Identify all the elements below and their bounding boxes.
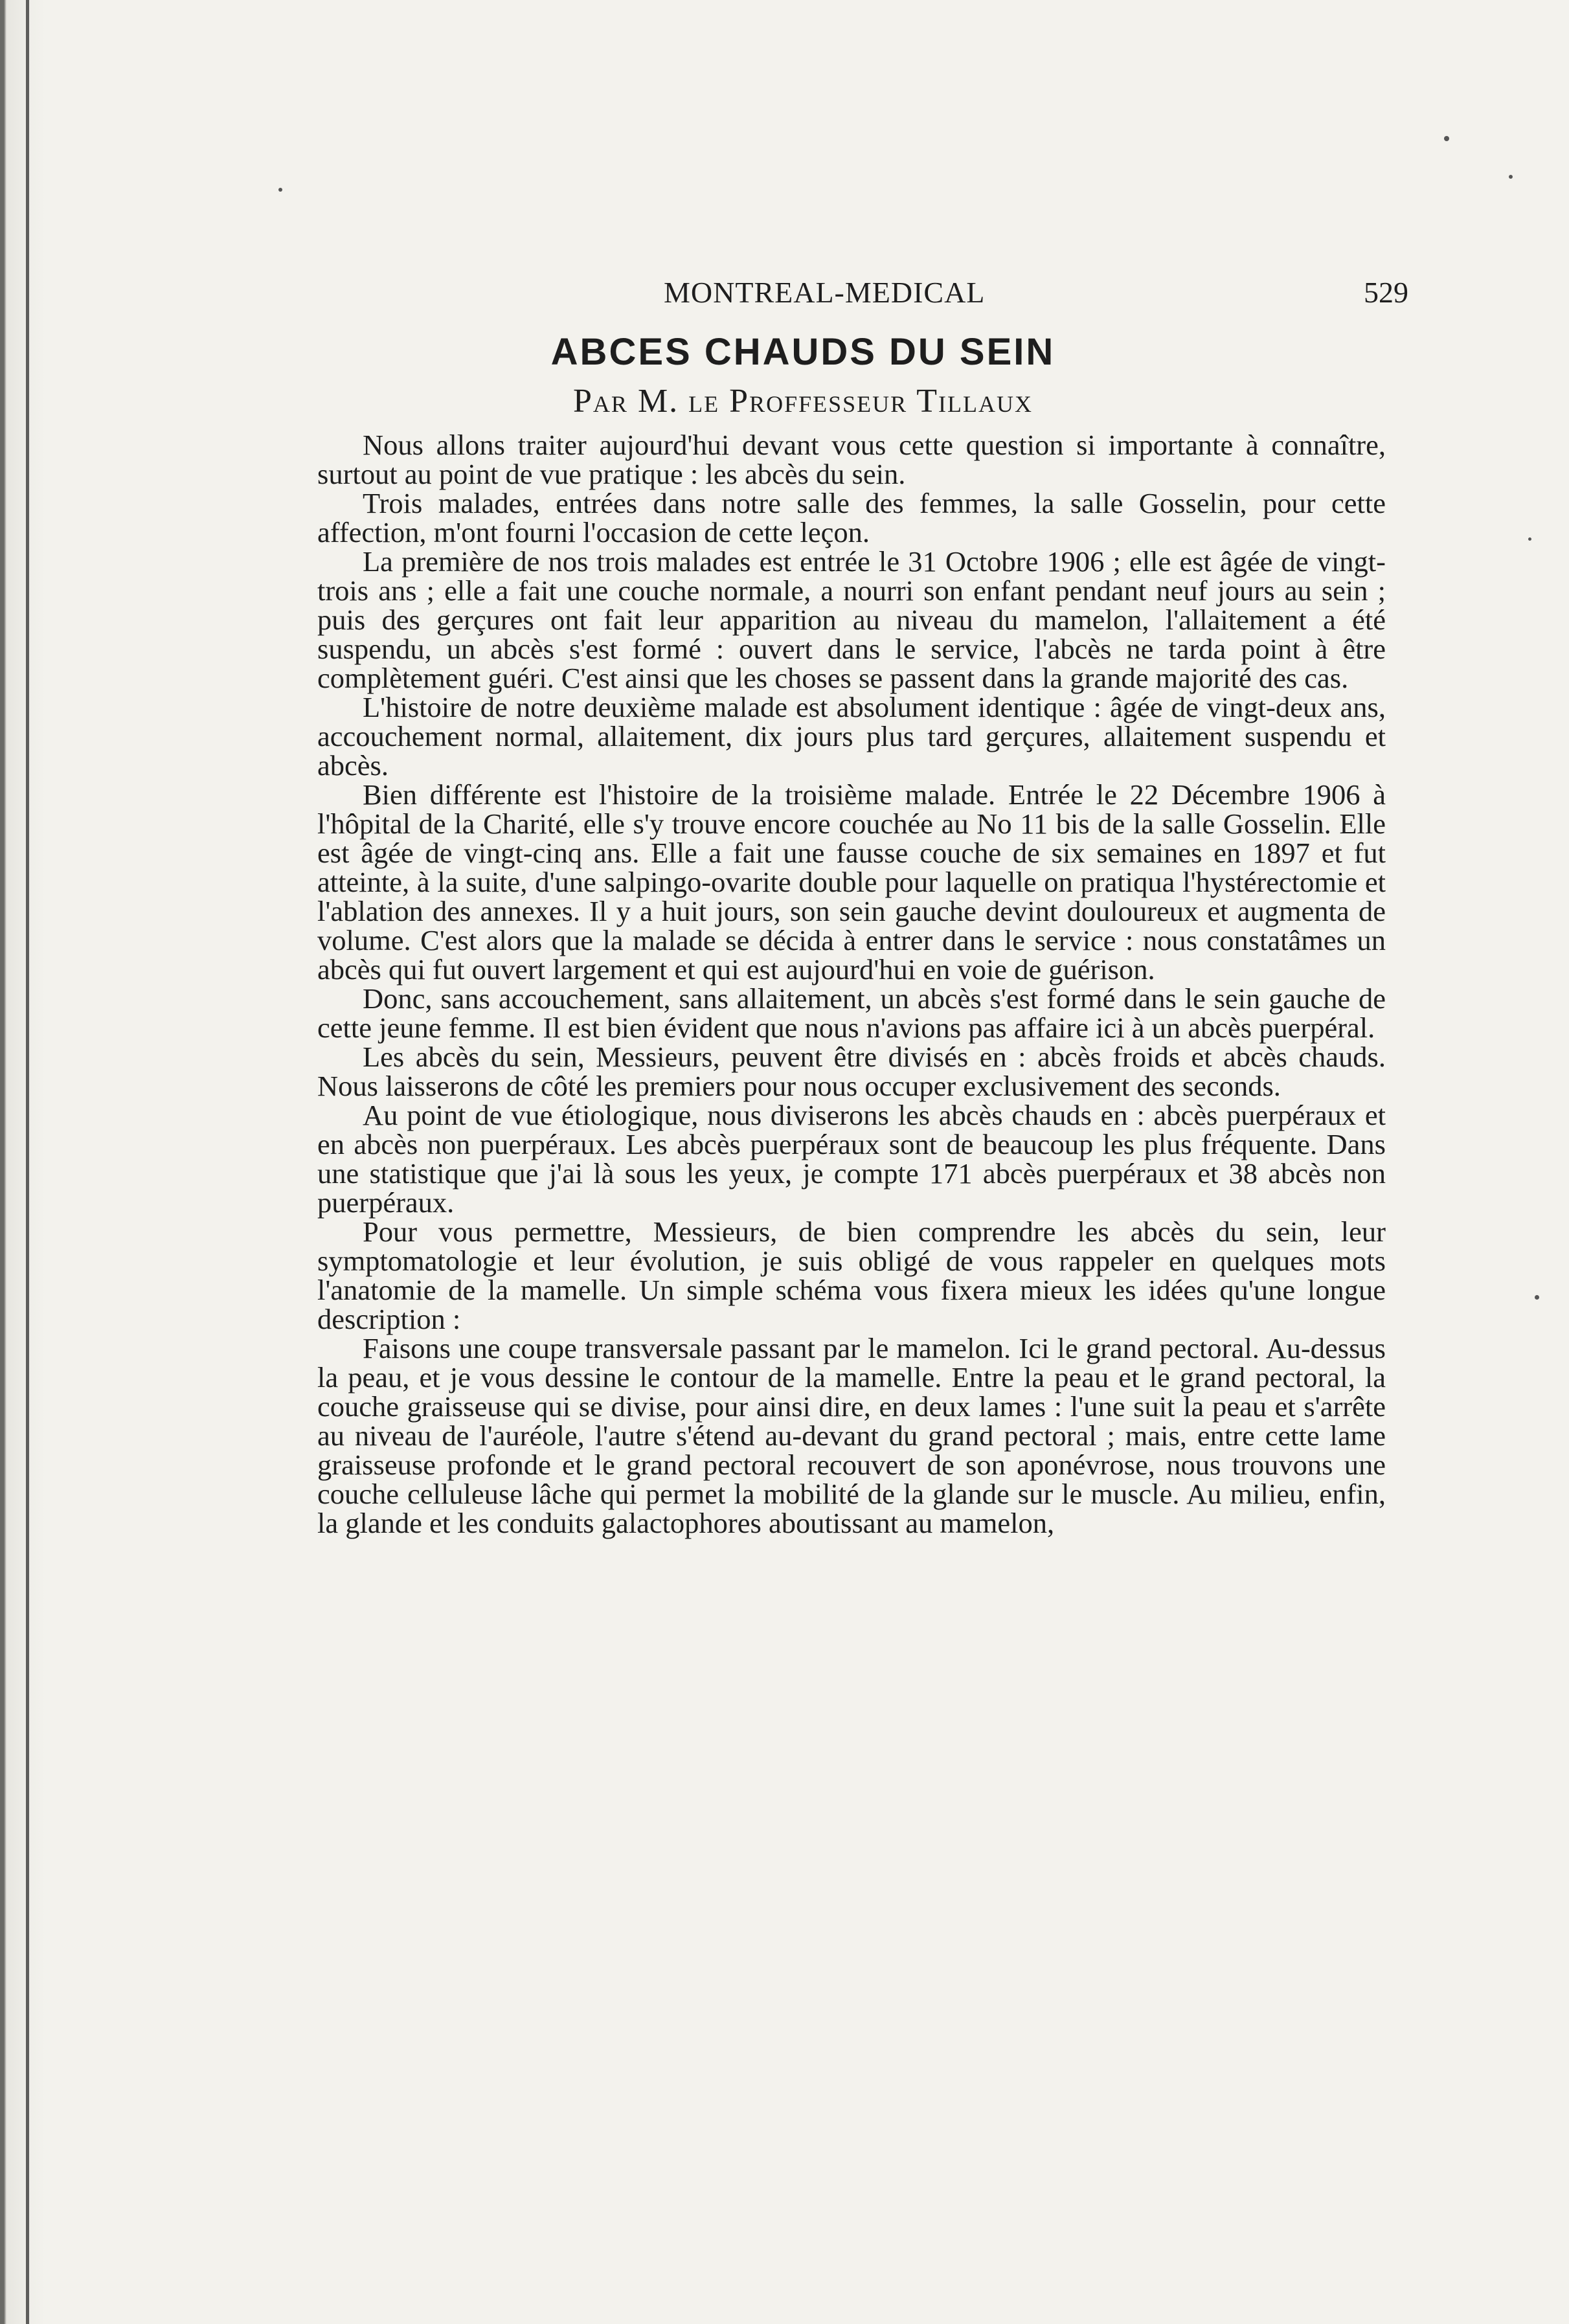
scan-speck [1535,1295,1539,1300]
paragraph: Nous allons traiter aujourd'hui devant vous cette question si importante à connaître, surtout au point de vue pratique : les abcès du sein. [317,429,1386,490]
paragraph: Au point de vue étiologique, nous diviserons les abcès chauds en : abcès puerpéraux et en abcès non puerpéraux. Les abcès puerpéraux sont de beaucoup les plus fréquente. Dans une statistique que j'ai là sous les yeux, je compte 171 abcès puerpéraux et 38 abcès non puerpéraux. [317,1099,1386,1219]
scan-speck [1528,537,1531,541]
article-body [317,431,1386,1538]
paragraph: Faisons une coupe transversale passant par le mamelon. Ici le grand pectoral. Au-dessus la peau, et je vous dessine le contour de la mamelle. Entre la peau et le grand pectoral, la couche graisseuse qui se divise, pour ainsi dire, en deux lames : l'une suit la peau et s'arrête au niveau de l'auréole, l'autre s'étend au-devant du grand pectoral ; mais, entre cette lame graisseuse profonde et le grand pectoral recouvert de son aponévrose, nous trouvons une couche celluleuse lâche qui permet la mobilité de la glande sur le muscle. Au milieu, enfin, la glande et les conduits galactophores aboutissant au mamelon, [317,1332,1386,1539]
paragraph: L'histoire de notre deuxième malade est absolument identique : âgée de vingt-deux ans, accouchement normal, allaitement, dix jours plus tard gerçures, allaitement suspendu et abcès. [317,691,1386,782]
page-header [664,275,1408,314]
paragraph: Bien différente est l'histoire de la troisième malade. Entrée le 22 Décembre 1906 à l'hôpital de la Charité, elle s'y trouve encore couchée au No 11 bis de la salle Gosselin. Elle est âgée de vingt-cinq ans. Elle a fait une fausse couche de six semaines en 1897 et fut atteinte, à la suite, d'une salpingo-ovarite double pour laquelle on pratiqua l'hystérectomie et l'ablation des annexes. Il y a huit jours, son sein gauche devint douloureux et augmenta de volume. C'est alors que la malade se décida à entrer dans le service : nous constatâmes un abcès qui fut ouvert largement et qui est aujourd'hui en voie de guérison. [317,778,1386,986]
scan-speck [1444,136,1449,141]
paragraph: Trois malades, entrées dans notre salle des femmes, la salle Gosselin, pour cette affection, m'ont fourni l'occasion de cette leçon. [317,487,1386,548]
article-byline: Par M. le Proffesseur Tillaux [573,383,1033,420]
page-number: 529 [1364,276,1408,309]
paragraph: La première de nos trois malades est entrée le 31 Octobre 1906 ; elle est âgée de vingt-trois ans ; elle a fait une couche normale, a nourri son enfant pendant neuf jours au sein ; puis des gerçures ont fait leur apparition au niveau du mamelon, l'allaitement a été suspendu, un abcès s'est formé : ouvert dans le service, l'abcès ne tarda point à être complètement guéri. C'est ainsi que les choses se passent dans la grande majorité des cas. [317,545,1386,694]
page-binding-edge [0,0,45,2324]
scan-speck [1509,175,1513,179]
paragraph: Donc, sans accouchement, sans allaitement, un abcès s'est formé dans le sein gauche de cette jeune femme. Il est bien évident que nous n'avions pas affaire ici à un abcès puerpéral. [317,982,1386,1044]
binding-line [26,0,29,2324]
paragraph: Pour vous permettre, Messieurs, de bien comprendre les abcès du sein, leur symptomatologie et leur évolution, je suis obligé de vous rappeler en quelques mots l'anatomie de la mamelle. Un simple schéma vous fixera mieux les idées qu'une longue description : [317,1215,1386,1335]
paragraph: Les abcès du sein, Messieurs, peuvent être divisés en : abcès froids et abcès chauds. Nous laisserons de côté les premiers pour nous occuper exclusivement des seconds. [317,1041,1386,1102]
scan-speck [278,188,282,192]
running-head: MONTREAL-MEDICAL [664,276,986,309]
article-title: ABCES CHAUDS DU SEIN [550,331,1055,373]
